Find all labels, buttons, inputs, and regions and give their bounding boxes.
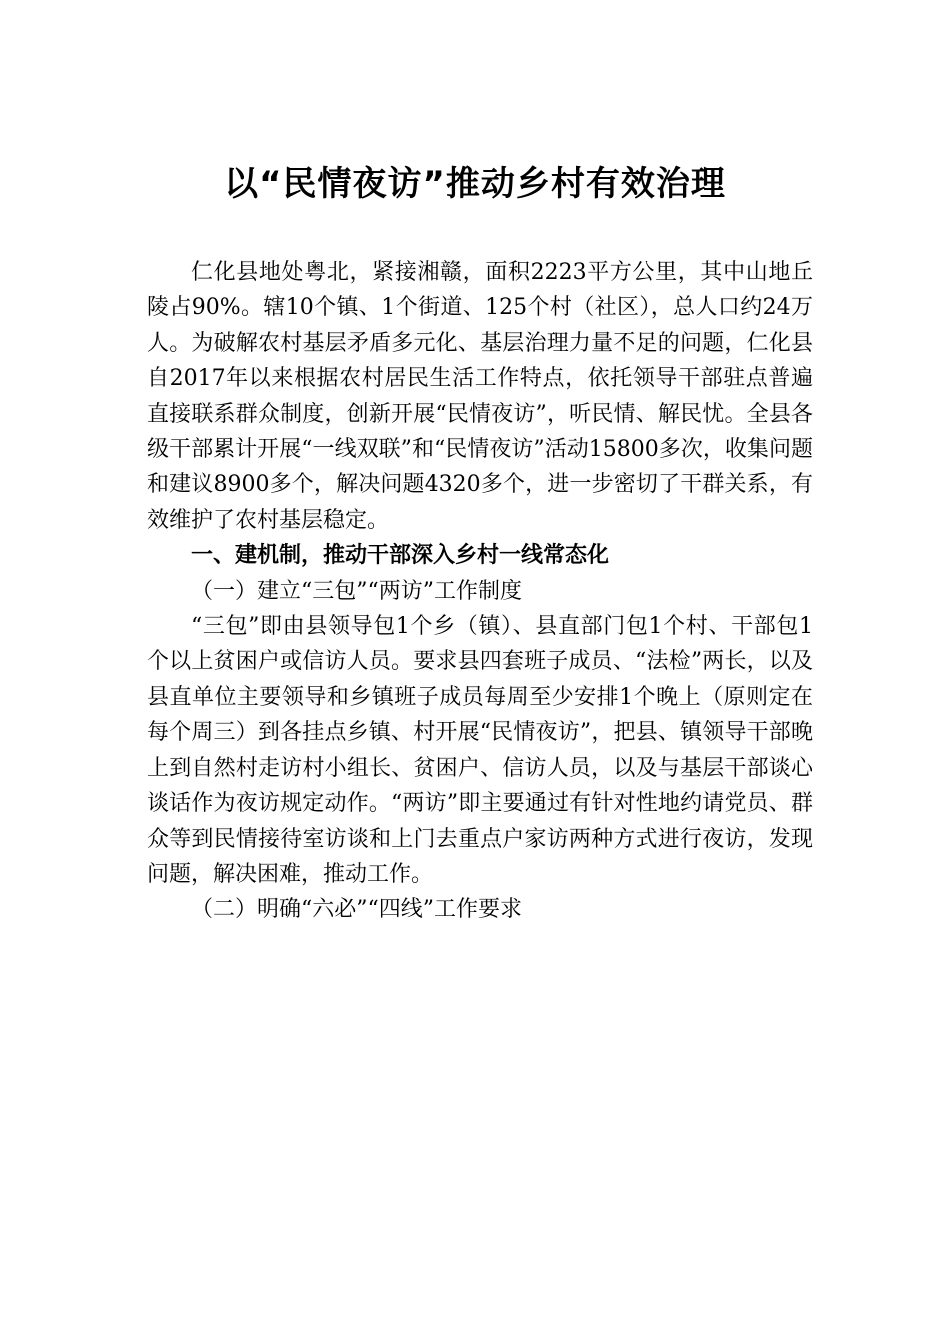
subsection-2-heading: （二）明确“六必”“四线”工作要求	[191, 897, 522, 923]
intro-paragraph: 仁化县地处粤北，紧接湘赣，面积2223平方公里，其中山地丘陵占90%。辖10个镇、1个街道、125个村（社区），总人口约24万人。为破解农村基层矛盾多元化、基层治理力量不足的问题，仁化县自2017年以来根据农村居民生活工作特点，依托领导干部驻点普遍直接联系群众制度，创新开展“民情夜访”，听民情、解民忧。全县各级干部累计开展“一线双联”和“民情夜访”活动15800多次，收集问题和建议8900多个，解决问题4320多个，进一步密切了干群关系，有效维护了农村基层稳定。	[147, 260, 813, 533]
subsection-1-paragraph: “三包”即由县领导包1个乡（镇）、县直部门包1个村、干部包1个以上贫困户或信访人员。要求县四套班子成员、“法检”两长，以及县直单位主要领导和乡镇班子成员每周至少安排1个晚上（原则定在每个周三）到各挂点乡镇、村开展“民情夜访”，把县、镇领导干部晚上到自然村走访村小组长、贫困户、信访人员，以及与基层干部谈心谈话作为夜访规定动作。“两访”即主要通过有针对性地约请党员、群众等到民情接待室访谈和上门去重点户家访两种方式进行夜访，发现问题，解决困难，推动工作。	[147, 614, 813, 887]
document-title: 以“民情夜访”推动乡村有效治理	[224, 164, 726, 204]
section-1-heading: 一、建机制，推动干部深入乡村一线常态化	[191, 543, 610, 569]
document-body	[147, 255, 813, 928]
subsection-1-heading: （一）建立“三包”“两访”工作制度	[191, 578, 522, 604]
